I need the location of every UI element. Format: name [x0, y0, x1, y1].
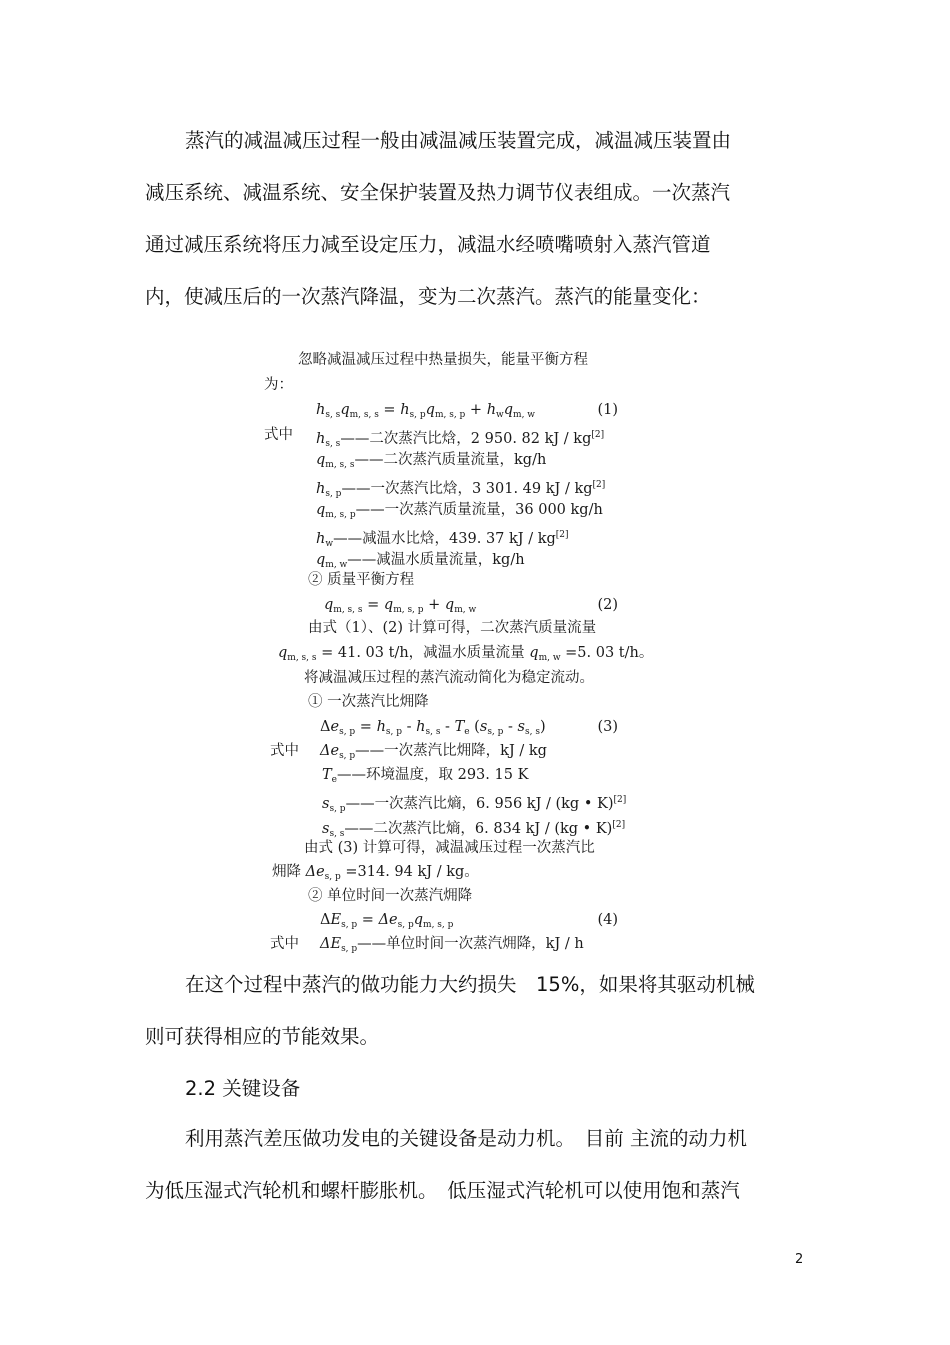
figure-text: 为：	[264, 377, 293, 393]
text-line: 为低压湿式汽轮机和螺杆膨胀机。 低压湿式汽轮机可以使用饱和蒸汽	[145, 1179, 740, 1202]
where-label: 式中	[270, 743, 299, 759]
page-number: 2	[795, 1252, 804, 1267]
figure-text: 将减温减压过程的蒸汽流动简化为稳定流动。	[304, 670, 594, 686]
after-paragraph	[145, 966, 805, 1056]
equation-number: (3)	[597, 719, 618, 735]
equation-1: $h_{s, s}q_{m, s, s} = h_{s, p}q_{m, s, p} + h_wq_{m, w}$ (1)	[316, 402, 618, 420]
section-heading: ② 质量平衡方程	[308, 572, 415, 588]
definition: $s_{s, s}——$二次蒸汽比熵，6. 834 kJ / (kg • K)[2]	[322, 820, 626, 839]
figure-text: 忽略减温减压过程中热量损失，能量平衡方程	[298, 352, 588, 368]
text-line: 通过减压系统将压力减至设定压力，减温水经喷嘴喷射入蒸汽管道	[145, 233, 711, 256]
body-paragraph	[145, 1120, 805, 1210]
definition: $q_{m, s, p}——$一次蒸汽质量流量，36 000 kg/h	[316, 502, 603, 520]
definition: $\Delta E_{s, p}——$单位时间一次蒸汽㶲降，kJ / h	[320, 936, 584, 954]
definition: $q_{m, w}——$减温水质量流量，kg/h	[316, 552, 525, 570]
definition: $\Delta e_{s, p}——$一次蒸汽比㶲降，kJ / kg	[320, 743, 547, 761]
definition: $h_{s, s}——$二次蒸汽比焓，2 950. 82 kJ / kg[2]	[316, 430, 605, 449]
definition: $h_w——$减温水比焓，439. 37 kJ / kg[2]	[316, 530, 569, 549]
definition: $q_{m, s, s}——$二次蒸汽质量流量，kg/h	[316, 452, 547, 470]
intro-paragraph	[145, 122, 805, 316]
definition: $s_{s, p}——$一次蒸汽比熵，6. 956 kJ / (kg • K)[2]	[322, 795, 627, 814]
definition: $T_e——$环境温度，取 293. 15 K	[322, 767, 529, 785]
text-line: 减压系统、减温系统、安全保护装置及热力调节仪表组成。一次蒸汽	[145, 181, 731, 204]
text-line: 则可获得相应的节能效果。	[145, 1025, 380, 1048]
figure-text: 由式（1）、(2) 计算可得，二次蒸汽质量流量	[308, 620, 597, 636]
equation-3: $\Delta e_{s, p} = h_{s, p} - h_{s, s} - T_e$ $(s_{s, p} - s_{s, s})$ (3)	[320, 719, 618, 737]
equation-4: $\Delta E_{s, p} = \Delta e_{s, p}q_{m, s, p}$ (4)	[320, 912, 618, 930]
section-heading: ① 一次蒸汽比㶲降	[308, 694, 429, 710]
figure-text: $q_{m, s, s} = 41$. 03 t/h，减温水质量流量 $q_{m, w} =5$. 03 t/h。	[278, 645, 654, 663]
definition: $h_{s, p}——$一次蒸汽比焓，3 301. 49 kJ / kg[2]	[316, 480, 606, 499]
equation-number: (1)	[597, 402, 618, 418]
text-line: 内，使减压后的一次蒸汽降温，变为二次蒸汽。蒸汽的能量变化：	[145, 285, 711, 308]
equation-2: $q_{m, s, s} = q_{m, s, p} + q_{m, w}$ (2)	[324, 597, 618, 615]
figure-text: 㶲降 $\Delta e_{s, p} =314$. 94 kJ / kg。	[272, 864, 479, 882]
text-line: 蒸汽的减温减压过程一般由减温减压装置完成，减温减压装置由	[185, 129, 732, 152]
section-heading: 2.2 关键设备	[185, 1077, 301, 1100]
where-label: 式中	[270, 936, 299, 952]
equation-figure	[264, 350, 654, 955]
section-heading: ② 单位时间一次蒸汽㶲降	[308, 888, 473, 904]
equation-number: (2)	[597, 597, 618, 613]
where-label: 式中	[264, 427, 293, 443]
figure-text: 由式 (3) 计算可得，减温减压过程一次蒸汽比	[304, 840, 595, 856]
text-line: 在这个过程中蒸汽的做功能力大约损失 15%，如果将其驱动机械	[185, 973, 755, 996]
equation-number: (4)	[597, 912, 618, 928]
text-line: 利用蒸汽差压做功发电的关键设备是动力机。 目前 主流的动力机	[185, 1127, 747, 1150]
